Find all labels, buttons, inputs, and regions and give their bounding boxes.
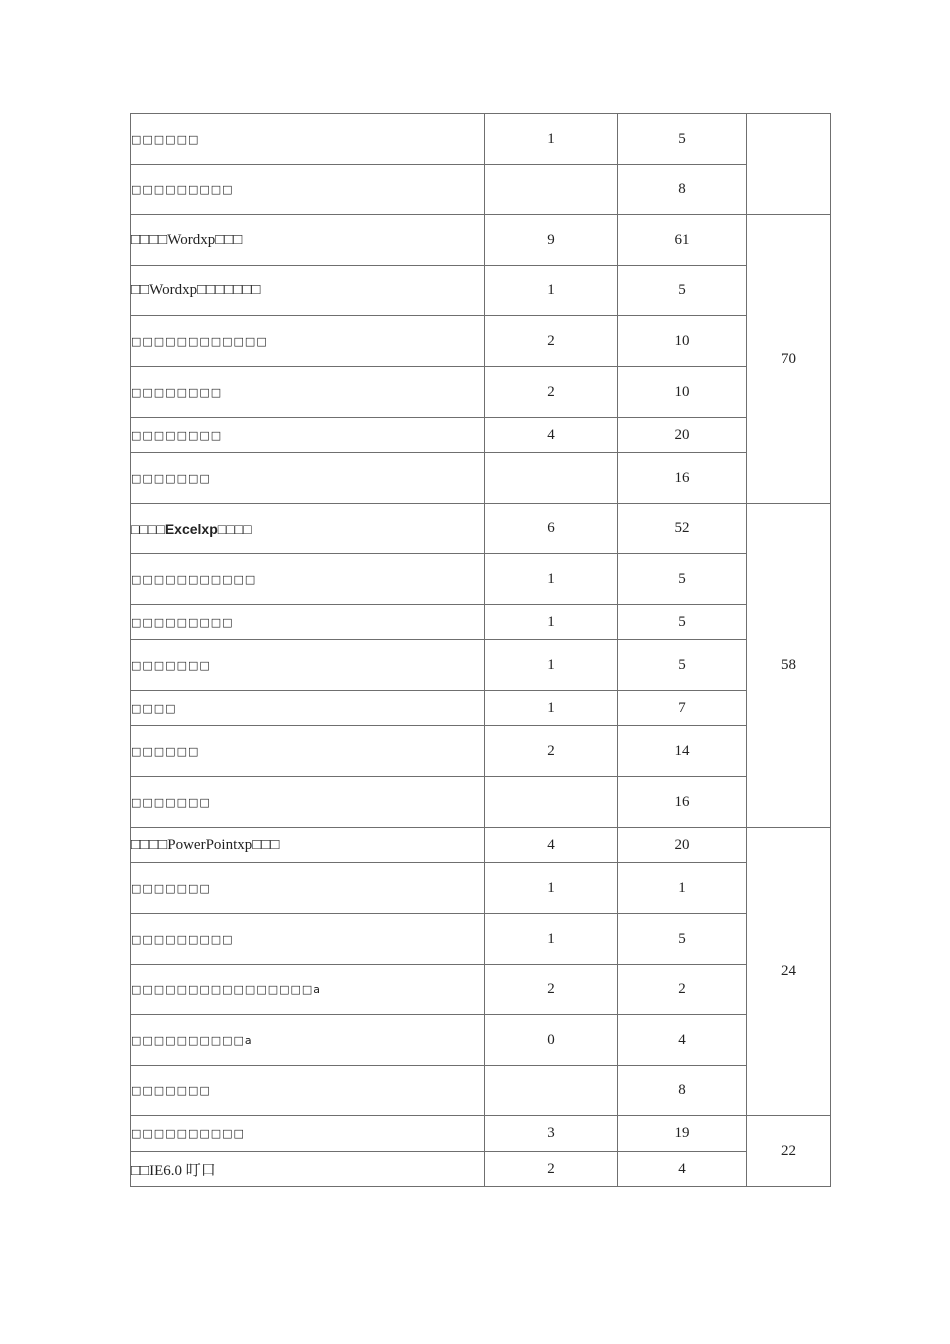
group-total: 22	[747, 1116, 831, 1187]
table-row	[131, 640, 831, 691]
item-name: □□□□□□□□□□a	[131, 1015, 485, 1066]
item-count: 1	[485, 691, 618, 726]
item-count: 1	[485, 605, 618, 640]
table-row	[131, 605, 831, 640]
item-score: 5	[618, 605, 747, 640]
item-name: □□□□□□□□□	[131, 165, 485, 215]
item-score: 1	[618, 863, 747, 914]
item-score: 16	[618, 777, 747, 828]
table-row	[131, 367, 831, 418]
item-name: □□□□□□□	[131, 863, 485, 914]
item-name: □□□□□□□□□	[131, 914, 485, 965]
item-count: 1	[485, 114, 618, 165]
table-row	[131, 691, 831, 726]
item-count: 4	[485, 828, 618, 863]
item-count: 9	[485, 215, 618, 266]
item-name: □□□□□□□□	[131, 367, 485, 418]
table-row	[131, 504, 831, 554]
group-total: 70	[747, 215, 831, 504]
item-score: 7	[618, 691, 747, 726]
item-count: 1	[485, 914, 618, 965]
item-name: □□□□□□□□□□	[131, 1116, 485, 1152]
table-row	[131, 114, 831, 165]
item-count: 0	[485, 1015, 618, 1066]
table-row	[131, 554, 831, 605]
item-score: 16	[618, 453, 747, 504]
item-score: 5	[618, 640, 747, 691]
item-name: □□□□□□□□□□□□	[131, 316, 485, 367]
item-name: □□□□□□□□□□□□□□□□a	[131, 965, 485, 1015]
item-name: □□□□□□	[131, 726, 485, 777]
item-score: 5	[618, 914, 747, 965]
item-score: 8	[618, 1066, 747, 1116]
item-count: 1	[485, 640, 618, 691]
table-row	[131, 316, 831, 367]
item-name: □□□□□□□	[131, 1066, 485, 1116]
table-row	[131, 215, 831, 266]
item-score: 4	[618, 1015, 747, 1066]
item-count	[485, 1066, 618, 1116]
item-score: 10	[618, 316, 747, 367]
item-name: □□□□□□□□□	[131, 605, 485, 640]
item-name: □□□□□□□	[131, 777, 485, 828]
table-row	[131, 453, 831, 504]
item-count	[485, 777, 618, 828]
item-name: □□□□□□□	[131, 453, 485, 504]
item-score: 5	[618, 114, 747, 165]
item-name: □□□□	[131, 691, 485, 726]
table-row	[131, 418, 831, 453]
item-score: 52	[618, 504, 747, 554]
item-count: 2	[485, 316, 618, 367]
item-score: 2	[618, 965, 747, 1015]
item-score: 14	[618, 726, 747, 777]
item-name: □□Wordxp□□□□□□□	[131, 266, 485, 316]
item-score: 10	[618, 367, 747, 418]
item-count: 1	[485, 863, 618, 914]
item-count: 1	[485, 266, 618, 316]
table-row	[131, 1015, 831, 1066]
item-count: 2	[485, 1152, 618, 1187]
item-count	[485, 453, 618, 504]
item-count	[485, 165, 618, 215]
table-row	[131, 165, 831, 215]
item-score: 19	[618, 1116, 747, 1152]
item-name: □□□□□□□□	[131, 418, 485, 453]
table-row	[131, 914, 831, 965]
table-row	[131, 1152, 831, 1187]
table-row	[131, 965, 831, 1015]
item-count: 1	[485, 554, 618, 605]
table-row	[131, 863, 831, 914]
item-score: 8	[618, 165, 747, 215]
table-row	[131, 828, 831, 863]
table-row	[131, 266, 831, 316]
item-score: 61	[618, 215, 747, 266]
item-name: □□□□□□	[131, 114, 485, 165]
table-row	[131, 1116, 831, 1152]
item-score: 20	[618, 828, 747, 863]
item-score: 4	[618, 1152, 747, 1187]
item-name: □□□□Excelxp□□□□	[131, 504, 485, 554]
item-count: 2	[485, 726, 618, 777]
item-score: 5	[618, 554, 747, 605]
group-total	[747, 114, 831, 215]
item-name: □□□□□□□	[131, 640, 485, 691]
item-name: □□□□PowerPointxp□□□	[131, 828, 485, 863]
item-count: 6	[485, 504, 618, 554]
item-name: □□□□□□□□□□□	[131, 554, 485, 605]
table-row	[131, 777, 831, 828]
item-count: 2	[485, 965, 618, 1015]
table-row	[131, 726, 831, 777]
group-total: 24	[747, 828, 831, 1116]
group-total: 58	[747, 504, 831, 828]
item-score: 20	[618, 418, 747, 453]
item-count: 3	[485, 1116, 618, 1152]
item-count: 4	[485, 418, 618, 453]
score-table	[130, 113, 831, 1187]
table-row	[131, 1066, 831, 1116]
item-name: □□IE6.0 叮口	[131, 1152, 485, 1187]
item-score: 5	[618, 266, 747, 316]
item-name: □□□□Wordxp□□□	[131, 215, 485, 266]
item-count: 2	[485, 367, 618, 418]
